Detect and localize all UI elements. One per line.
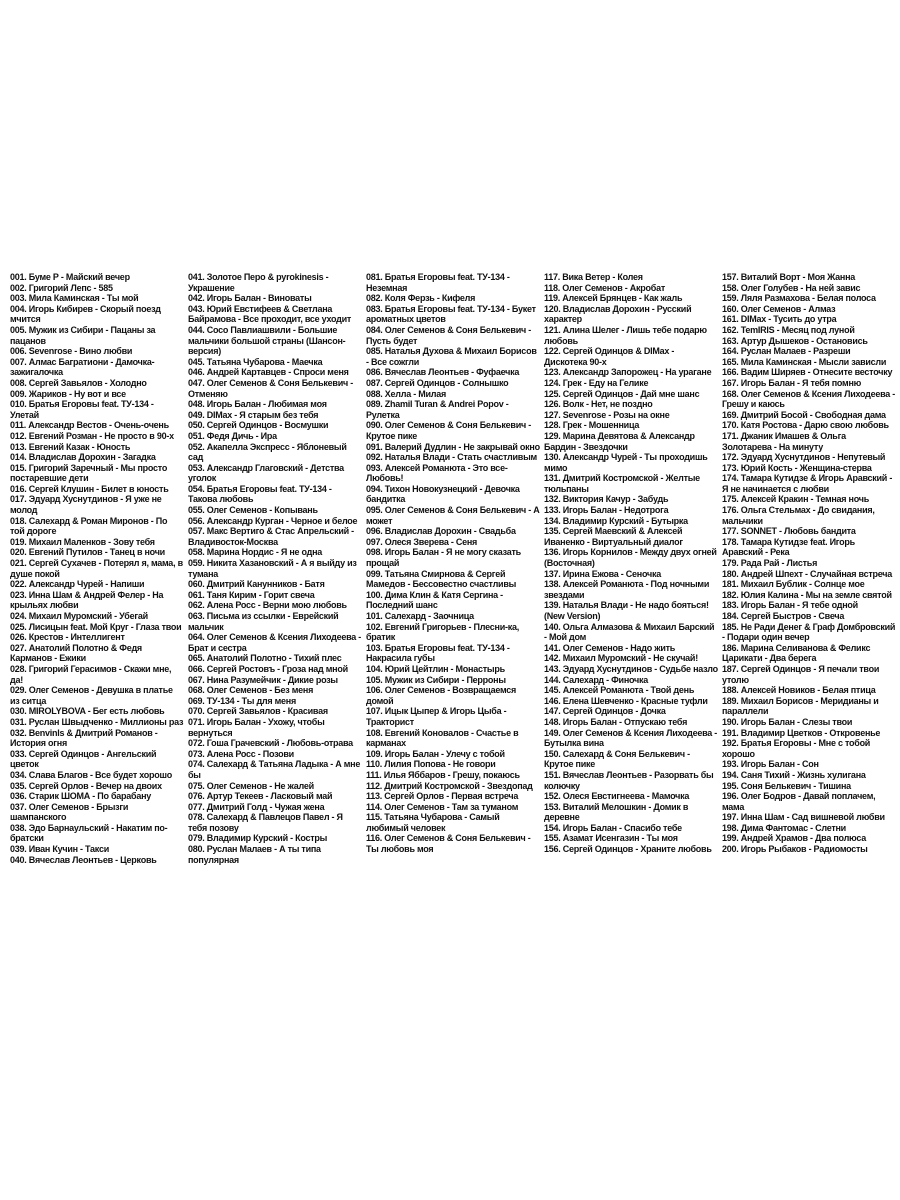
track-item: 046. Андрей Картавцев - Спроси меня bbox=[188, 367, 349, 378]
track-item: 110. Лилия Попова - Не говори bbox=[366, 759, 496, 770]
track-item: 081. Братья Егоровы feat. ТУ-134 - Неземная bbox=[366, 272, 510, 293]
track-item: 045. Татьяна Чубарова - Маечка bbox=[188, 356, 323, 367]
track-item: 097. Олеся Зверева - Сеня bbox=[366, 536, 478, 547]
track-item: 019. Михаил Маленков - Зову тебя bbox=[10, 536, 155, 547]
track-item: 070. Сергей Завьялов - Красивая bbox=[188, 706, 328, 717]
track-item: 181. Михаил Бублик - Солнце мое bbox=[722, 579, 865, 590]
track-item: 166. Вадим Ширяев - Отнесите весточку bbox=[722, 367, 893, 378]
track-item: 049. DIMax - Я старым без тебя bbox=[188, 409, 319, 420]
track-item: 068. Олег Семенов - Без меня bbox=[188, 685, 314, 696]
track-item: 116. Олег Семенов & Соня Белькевич - Ты любовь моя bbox=[366, 833, 531, 855]
track-item: 200. Игорь Рыбаков - Радиомосты bbox=[722, 844, 868, 855]
track-item: 119. Алексей Брянцев - Как жаль bbox=[544, 293, 683, 304]
track-item: 144. Салехард - Финочка bbox=[544, 674, 649, 685]
track-item: 014. Владислав Дорохин - Загадка bbox=[10, 452, 156, 463]
track-item: 091. Валерий Дудлин - Не закрывай окно bbox=[366, 441, 540, 452]
track-item: 008. Сергей Завьялов - Холодно bbox=[10, 377, 147, 388]
track-item: 149. Олег Семенов & Ксения Лиходеева - Бутылка вина bbox=[544, 727, 718, 749]
track-item: 111. Илья Яббаров - Грешу, покаюсь bbox=[366, 769, 520, 780]
track-item: 193. Игорь Балан - Сон bbox=[722, 759, 819, 770]
track-item: 051. Федя Дичь - Ира bbox=[188, 430, 277, 441]
track-item: 172. Эдуард Хуснутдинов - Непутевый bbox=[722, 452, 886, 463]
track-item: 178. Тамара Кутидзе feat. Игорь Аравский - Река bbox=[722, 536, 855, 558]
track-item: 132. Виктория Качур - Забудь bbox=[544, 494, 669, 505]
track-item: 170. Катя Ростова - Дарю свою любовь bbox=[722, 420, 889, 431]
track-item: 033. Сергей Одинцов - Ангельский цветок bbox=[10, 748, 157, 770]
tracklist-column-2 bbox=[188, 272, 366, 952]
track-item: 109. Игорь Балан - Улечу с тобой bbox=[366, 748, 505, 759]
track-item: 177. SONNET - Любовь бандита bbox=[722, 526, 856, 537]
track-item: 092. Наталья Влади - Стать счастливым bbox=[366, 452, 537, 463]
track-item: 141. Олег Семенов - Надо жить bbox=[544, 642, 676, 653]
track-item: 090. Олег Семенов & Соня Белькевич - Крутое пике bbox=[366, 420, 531, 441]
track-item: 145. Алексей Романюта - Твой день bbox=[544, 685, 695, 696]
track-item: 054. Братья Егоровы feat. ТУ-134 - Такова любовь bbox=[188, 483, 332, 505]
track-item: 135. Сергей Маевский & Алексей Иваненко - Виртуальный диалог bbox=[544, 526, 683, 547]
track-item: 016. Сергей Клушин - Билет в юность bbox=[10, 483, 169, 494]
track-item: 164. Руслан Малаев - Разреши bbox=[722, 346, 851, 357]
tracklist bbox=[10, 272, 900, 952]
track-item: 043. Юрий Евстифеев & Светлана Байрамова - Все проходит, все уходит bbox=[188, 303, 352, 325]
track-item: 067. Нина Разумейчик - Дикие розы bbox=[188, 674, 338, 685]
track-item: 136. Игорь Корнилов - Между двух огней (Восточная) bbox=[544, 547, 717, 569]
track-item: 195. Соня Белькевич - Тишина bbox=[722, 780, 851, 791]
track-item: 063. Письма из ссылки - Еврейский мальчик bbox=[188, 611, 339, 632]
track-item: 060. Дмитрий Канунников - Батя bbox=[188, 579, 325, 590]
track-item: 183. Игорь Балан - Я тебе одной bbox=[722, 600, 858, 611]
track-item: 042. Игорь Балан - Виноваты bbox=[188, 293, 312, 304]
track-item: 037. Олег Семенов - Брызги шампанского bbox=[10, 801, 129, 823]
track-item: 186. Марина Селиванова & Феликс Царикати - Два берега bbox=[722, 642, 871, 664]
track-item: 055. Олег Семенов - Копывань bbox=[188, 505, 318, 516]
track-item: 040. Вячеслав Леонтьев - Церковь bbox=[10, 854, 157, 865]
track-item: 024. Михаил Муромский - Убегай bbox=[10, 611, 148, 621]
track-item: 028. Григорий Герасимов - Скажи мне, да! bbox=[10, 663, 172, 685]
track-item: 079. Владимир Курский - Костры bbox=[188, 833, 328, 844]
track-item: 038. Эдо Барнаульский - Накатим по-братски bbox=[10, 822, 168, 844]
track-item: 185. Не Ради Денег & Граф Домбровский - Подари один вечер bbox=[722, 621, 896, 643]
track-item: 041. Золотое Перо & pyrokinesis - Украшение bbox=[188, 272, 329, 293]
track-item: 174. Тамара Кутидзе & Игорь Аравский - Я не начинается с любви bbox=[722, 473, 893, 494]
track-item: 020. Евгений Путилов - Танец в ночи bbox=[10, 547, 165, 558]
track-item: 032. Benvinls & Дмитрий Романов - История огня bbox=[10, 727, 158, 749]
track-item: 173. Юрий Кость - Женщина-стерва bbox=[722, 462, 872, 473]
track-item: 153. Виталий Мелошкин - Домик в деревне bbox=[544, 801, 689, 823]
track-item: 148. Игорь Балан - Отпускаю тебя bbox=[544, 716, 688, 727]
track-item: 147. Сергей Одинцов - Дочка bbox=[544, 706, 666, 717]
track-item: 056. Александр Курган - Черное и белое bbox=[188, 515, 358, 526]
track-item: 025. Лисицын feat. Мой Круг - Глаза твои bbox=[10, 621, 182, 632]
track-item: 031. Руслан Швыдченко - Миллионы раз bbox=[10, 716, 184, 727]
track-item: 157. Виталий Ворт - Моя Жанна bbox=[722, 272, 856, 282]
track-item: 062. Алена Росс - Верни мою любовь bbox=[188, 600, 347, 611]
track-item: 184. Сергей Быстров - Свеча bbox=[722, 611, 845, 621]
track-item: 004. Игорь Кибирев - Скорый поезд мчится bbox=[10, 303, 161, 325]
track-item: 076. Артур Текеев - Ласковый май bbox=[188, 791, 333, 802]
track-item: 003. Мила Каминская - Ты мой bbox=[10, 293, 139, 304]
track-item: 161. DIMax - Тусить до утра bbox=[722, 314, 837, 325]
track-item: 169. Дмитрий Босой - Свободная дама bbox=[722, 409, 886, 420]
track-item: 034. Слава Благов - Все будет хорошо bbox=[10, 769, 173, 780]
track-item: 071. Игорь Балан - Ухожу, чтобы вернуться bbox=[188, 716, 325, 738]
track-item: 182. Юлия Калина - Мы на земле святой bbox=[722, 589, 892, 600]
track-item: 098. Игорь Балан - Я не могу сказать прощай bbox=[366, 547, 521, 569]
track-item: 096. Владислав Дорохин - Свадьба bbox=[366, 526, 516, 537]
track-item: 129. Марина Девятова & Александр Бардин - Звездочки bbox=[544, 430, 695, 452]
track-item: 085. Наталья Духова & Михаил Борисов - Все сожгли bbox=[366, 346, 537, 367]
track-item: 197. Инна Шам - Сад вишневой любви bbox=[722, 812, 885, 823]
track-item: 176. Ольга Стельмах - До свидания, мальчики bbox=[722, 505, 875, 526]
track-item: 120. Владислав Дорохин - Русский характер bbox=[544, 303, 692, 325]
track-item: 030. MIROLYBOVA - Бег есть любовь bbox=[10, 706, 165, 717]
track-item: 065. Анатолий Полотно - Тихий плес bbox=[188, 653, 342, 664]
track-item: 104. Юрий Цейтлин - Монастырь bbox=[366, 663, 505, 674]
track-item: 036. Старик ШОМА - По барабану bbox=[10, 791, 152, 802]
track-item: 154. Игорь Балан - Спасибо тебе bbox=[544, 822, 682, 833]
track-item: 018. Салехард & Роман Миронов - По той дороге bbox=[10, 515, 168, 537]
track-item: 010. Братья Егоровы feat. ТУ-134 - Улетай bbox=[10, 399, 154, 420]
track-item: 123. Александр Запорожец - На урагане bbox=[544, 367, 712, 378]
track-item: 005. Мужик из Сибири - Пацаны за пацанов bbox=[10, 324, 156, 346]
track-item: 191. Владимир Цветков - Откровенье bbox=[722, 727, 881, 738]
track-item: 194. Саня Тихий - Жизнь хулигана bbox=[722, 769, 866, 780]
track-item: 121. Алина Шелег - Лишь тебе подарю любовь bbox=[544, 324, 707, 346]
track-item: 009. Жариков - Ну вот и все bbox=[10, 388, 126, 399]
track-item: 050. Сергей Одинцов - Восмушки bbox=[188, 420, 329, 431]
track-item: 155. Азамат Исенгазин - Ты моя bbox=[544, 833, 678, 844]
track-item: 053. Александр Глаговский - Детства уголок bbox=[188, 462, 344, 484]
track-item: 073. Алена Росс - Позови bbox=[188, 748, 294, 759]
track-item: 158. Олег Голубев - На ней завис bbox=[722, 282, 861, 293]
track-item: 017. Эдуард Хуснутдинов - Я уже не молод bbox=[10, 494, 162, 516]
track-item: 112. Дмитрий Костромской - Звездопад bbox=[366, 780, 533, 791]
track-item: 087. Сергей Одинцов - Солнышко bbox=[366, 377, 509, 388]
track-item: 012. Евгений Розман - Не просто в 90-х bbox=[10, 430, 174, 441]
track-item: 187. Сергей Одинцов - Я печали твои утолю bbox=[722, 663, 880, 685]
track-item: 175. Алексей Кракин - Темная ночь bbox=[722, 494, 870, 505]
track-item: 048. Игорь Балан - Любимая моя bbox=[188, 399, 327, 410]
track-item: 138. Алексей Романюта - Под ночными звездами bbox=[544, 579, 710, 600]
track-item: 084. Олег Семенов & Соня Белькевич - Пусть будет bbox=[366, 324, 531, 346]
track-item: 011. Александр Вестов - Очень-очень bbox=[10, 420, 169, 431]
tracklist-column-5 bbox=[722, 272, 900, 952]
track-item: 103. Братья Егоровы feat. ТУ-134 - Накрасила губы bbox=[366, 642, 510, 664]
track-item: 168. Олег Семенов & Ксения Лиходеева - Грешу и каюсь bbox=[722, 388, 896, 410]
track-item: 082. Коля Ферзь - Кифеля bbox=[366, 293, 476, 304]
track-item: 146. Елена Шевченко - Красные туфли bbox=[544, 695, 708, 706]
track-item: 078. Салехард & Павлецов Павел - Я тебя позову bbox=[188, 812, 343, 833]
track-item: 069. ТУ-134 - Ты для меня bbox=[188, 695, 296, 706]
track-item: 199. Андрей Храмов - Два полюса bbox=[722, 833, 866, 844]
track-item: 125. Сергей Одинцов - Дай мне шанс bbox=[544, 388, 700, 399]
track-item: 108. Евгений Коновалов - Счастье в карманах bbox=[366, 727, 519, 749]
track-item: 059. Никита Хазановский - А я выйду из тумана bbox=[188, 558, 357, 579]
track-item: 117. Вика Ветер - Колея bbox=[544, 272, 643, 282]
track-item: 106. Олег Семенов - Возвращаемся домой bbox=[366, 685, 517, 706]
track-item: 150. Салехард & Соня Белькевич - Крутое пике bbox=[544, 748, 690, 770]
track-item: 156. Сергей Одинцов - Храните любовь bbox=[544, 844, 712, 855]
track-item: 198. Дима Фантомас - Слетни bbox=[722, 822, 846, 833]
track-item: 007. Алмас Багратиони - Дамочка-зажигалочка bbox=[10, 356, 155, 378]
track-item: 086. Вячеслав Леонтьев - Фуфаечка bbox=[366, 367, 520, 378]
track-item: 100. Дима Клин & Катя Сергина - Последний шанс bbox=[366, 589, 503, 611]
tracklist-column-4 bbox=[544, 272, 722, 952]
track-item: 180. Андрей Шпехт - Случайная встреча bbox=[722, 568, 893, 579]
track-item: 115. Татьяна Чубарова - Самый любимый человек bbox=[366, 812, 500, 833]
track-item: 075. Олег Семенов - Не жалей bbox=[188, 780, 314, 791]
track-item: 152. Олеся Евстигнеева - Мамочка bbox=[544, 791, 690, 802]
track-item: 133. Игорь Балан - Недотрога bbox=[544, 505, 669, 516]
track-item: 190. Игорь Балан - Слезы твои bbox=[722, 716, 853, 727]
track-item: 105. Мужик из Сибири - Перроны bbox=[366, 674, 506, 685]
track-item: 047. Олег Семенов & Соня Белькевич - Отменяю bbox=[188, 377, 353, 399]
track-item: 101. Салехард - Заочница bbox=[366, 611, 474, 621]
track-item: 013. Евгений Казак - Юность bbox=[10, 441, 131, 452]
track-item: 089. Zhamil Turan & Andrei Popov - Рулетка bbox=[366, 399, 509, 420]
track-item: 128. Грек - Мошенница bbox=[544, 420, 640, 431]
track-item: 064. Олег Семенов & Ксения Лиходеева - Брат и сестра bbox=[188, 632, 362, 653]
track-item: 027. Анатолий Полотно & Федя Карманов - Ежики bbox=[10, 642, 142, 664]
track-item: 196. Олег Бодров - Давай поплачем, мама bbox=[722, 791, 876, 812]
track-item: 171. Джаник Имашев & Ольга Золотарева - На минуту bbox=[722, 430, 846, 452]
track-item: 139. Наталья Влади - Не надо бояться! (New Version) bbox=[544, 600, 709, 621]
track-item: 072. Гоша Грачевский - Любовь-отрава bbox=[188, 738, 353, 749]
track-item: 192. Братья Егоровы - Мне с тобой хорошо bbox=[722, 738, 871, 759]
track-item: 130. Александр Чурей - Ты проходишь мимо bbox=[544, 452, 708, 473]
track-item: 074. Салехард & Татьяна Ладыка - А мне бы bbox=[188, 759, 361, 780]
track-item: 057. Макс Вертиго & Стас Апрельский - Владивосток-Москва bbox=[188, 526, 354, 547]
track-item: 099. Татьяна Смирнова & Сергей Мамедов - Бессовестно счастливы bbox=[366, 568, 517, 590]
track-item: 113. Сергей Орлов - Первая встреча bbox=[366, 791, 519, 802]
track-item: 163. Артур Дышеков - Остановись bbox=[722, 335, 868, 346]
track-item: 114. Олег Семенов - Там за туманом bbox=[366, 801, 519, 812]
track-item: 058. Марина Нордис - Я не одна bbox=[188, 547, 323, 558]
track-item: 021. Сергей Сухачев - Потерял я, мама, в душе покой bbox=[10, 558, 183, 579]
track-item: 102. Евгений Григорьев - Плесни-ка, братик bbox=[366, 621, 519, 643]
track-item: 151. Вячеслав Леонтьев - Разорвать бы колючку bbox=[544, 769, 714, 791]
track-item: 039. Иван Кучин - Такси bbox=[10, 844, 109, 855]
track-item: 142. Михаил Муромский - Не скучай! bbox=[544, 653, 698, 664]
track-item: 159. Ляля Размахова - Белая полоса bbox=[722, 293, 876, 304]
track-item: 127. Sevenrose - Розы на окне bbox=[544, 409, 670, 420]
track-item: 052. Акапелла Экспресс - Яблоневый сад bbox=[188, 441, 347, 463]
track-item: 107. Ицык Цыпер & Игорь Цыба - Тракторист bbox=[366, 706, 507, 727]
track-item: 061. Таня Кирим - Горит свеча bbox=[188, 589, 315, 600]
track-item: 137. Ирина Ежова - Сеночка bbox=[544, 568, 661, 579]
track-item: 083. Братья Егоровы feat. ТУ-134 - Букет ароматных цветов bbox=[366, 303, 536, 325]
tracklist-column-3 bbox=[366, 272, 544, 952]
track-item: 118. Олег Семенов - Акробат bbox=[544, 282, 665, 293]
track-item: 095. Олег Семенов & Соня Белькевич - А может bbox=[366, 505, 540, 526]
track-item: 160. Олег Семенов - Алмаз bbox=[722, 303, 836, 314]
track-item: 001. Буме Р - Майский вечер bbox=[10, 272, 130, 282]
track-item: 167. Игорь Балан - Я тебя помню bbox=[722, 377, 862, 388]
track-item: 134. Владимир Курский - Бутырка bbox=[544, 515, 688, 526]
track-item: 188. Алексей Новиков - Белая птица bbox=[722, 685, 876, 696]
track-item: 026. Крестов - Интеллигент bbox=[10, 632, 125, 643]
track-item: 124. Грек - Еду на Гелике bbox=[544, 377, 649, 388]
track-item: 015. Григорий Заречный - Мы просто постаревшие дети bbox=[10, 462, 168, 484]
track-item: 162. TemIRIS - Месяц под луной bbox=[722, 324, 855, 335]
track-item: 093. Алексей Романюта - Это все-Любовь! bbox=[366, 462, 508, 484]
track-item: 122. Сергей Одинцов & DIMax - Дискотека 90-х bbox=[544, 346, 675, 367]
track-item: 006. Sevenrose - Вино любви bbox=[10, 346, 133, 357]
track-item: 080. Руслан Малаев - А ты типа популярная bbox=[188, 844, 321, 865]
track-item: 094. Тихон Новокузнецкий - Девочка бандитка bbox=[366, 483, 520, 505]
track-item: 126. Волк - Нет, не поздно bbox=[544, 399, 653, 410]
track-item: 035. Сергей Орлов - Вечер на двоих bbox=[10, 780, 162, 791]
track-item: 029. Олег Семенов - Девушка в платье из ситца bbox=[10, 685, 173, 706]
track-item: 066. Сергей Ростовъ - Гроза над мной bbox=[188, 663, 348, 674]
track-item: 077. Дмитрий Голд - Чужая жена bbox=[188, 801, 325, 812]
track-item: 044. Сосо Павлиашвили - Большие мальчики большой страны (Шансон-версия) bbox=[188, 324, 346, 357]
track-item: 189. Михаил Борисов - Меридианы и параллели bbox=[722, 695, 879, 717]
track-item: 140. Ольга Алмазова & Михаил Барский - Мой дом bbox=[544, 621, 715, 643]
tracklist-column-1 bbox=[10, 272, 188, 952]
track-item: 002. Григорий Лепс - 585 bbox=[10, 282, 113, 293]
track-item: 165. Мила Каминская - Мысли зависли bbox=[722, 356, 887, 367]
track-item: 023. Инна Шам & Андрей Фелер - На крыльях любви bbox=[10, 589, 164, 611]
track-item: 179. Рада Рай - Листья bbox=[722, 558, 818, 569]
track-item: 131. Дмитрий Костромской - Желтые тюльпаны bbox=[544, 473, 700, 494]
track-item: 088. Хелла - Милая bbox=[366, 388, 446, 399]
track-item: 143. Эдуард Хуснутдинов - Судьбе назло bbox=[544, 663, 718, 674]
track-item: 022. Александр Чурей - Напиши bbox=[10, 579, 145, 590]
